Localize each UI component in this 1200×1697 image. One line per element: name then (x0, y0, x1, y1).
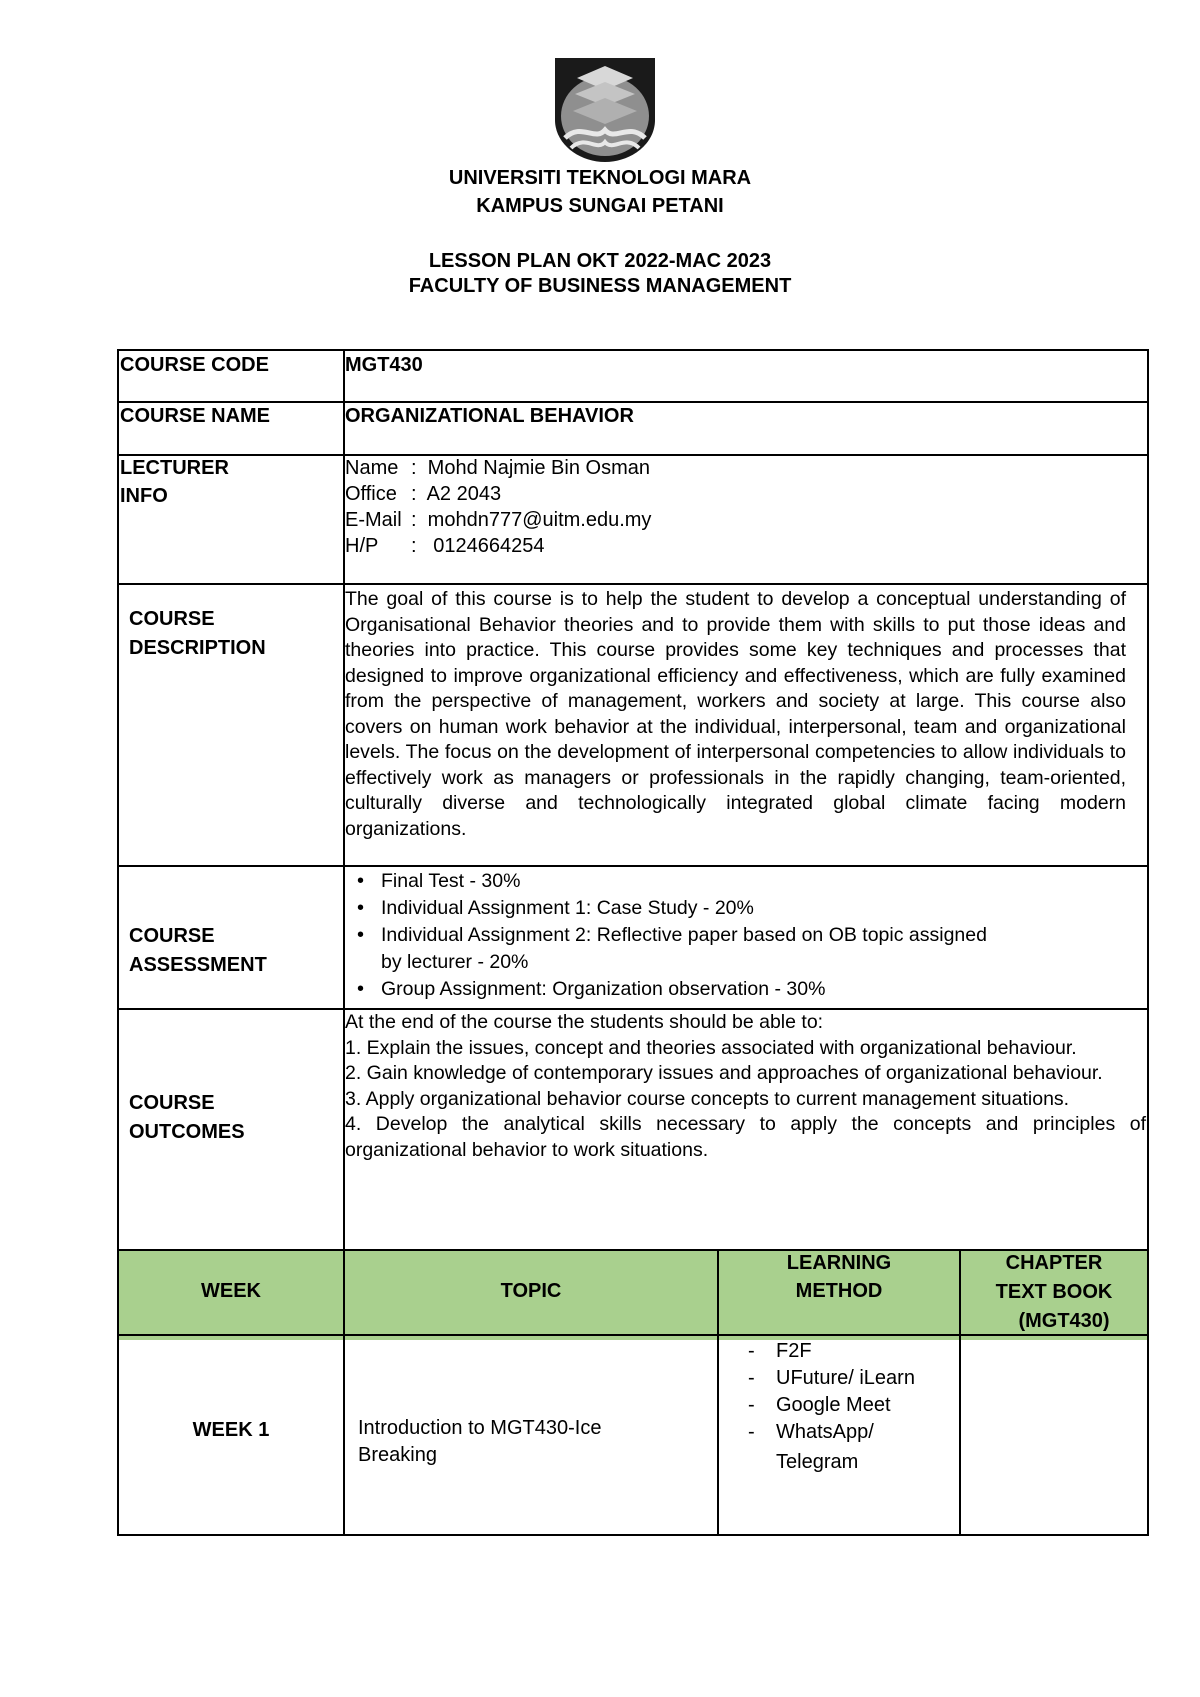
course-description-text: The goal of this course is to help the student to develop a conceptual understanding of Organisational Behavior theories and to provide them with skills to put those ideas and theories into practice. This course provides some key techniques and processes that designed to improve organizational efficiency and effectiveness, which are fully examined from the perspective of management, workers and society at large. This course also covers on human work behavior at the individual, interpersonal, team and organizational levels. The focus on the development of interpersonal competencies to allow individuals to effectively work as managers or professionals in the rapidly changing, team-oriented, culturally diverse and technologically integrated global climate facing modern organizations. (345, 588, 1126, 840)
assessment-item: • Individual Assignment 1: Case Study - 20% (345, 895, 1005, 922)
description-label-line-2: DESCRIPTION (129, 637, 266, 659)
chapter-header-line-3: (MGT430) (1018, 1310, 1110, 1332)
lecturer-name-row: Name : Mohd Najmie Bin Osman (345, 457, 650, 479)
description-label-line-1: COURSE (129, 608, 215, 630)
lecturer-email-key: E-Mail (345, 509, 402, 531)
outcome-item: 1. Explain the issues, concept and theories associated with organizational behaviour. (345, 1036, 1077, 1059)
topic-column-header: TOPIC (500, 1280, 562, 1302)
lecturer-email-value[interactable]: mohdn777@uitm.edu.my (427, 509, 652, 531)
course-code-value: MGT430 (345, 354, 423, 376)
outcome-item: 2. Gain knowledge of contemporary issues and approaches of organizational behaviour. (345, 1062, 1103, 1084)
assessment-label-line-2: ASSESSMENT (129, 954, 267, 976)
outcomes-label-line-1: COURSE (129, 1092, 215, 1114)
week-1-label: WEEK 1 (192, 1419, 270, 1441)
course-name-value: ORGANIZATIONAL BEHAVIOR (345, 405, 634, 427)
week-column-header: WEEK (201, 1280, 261, 1302)
outcome-item: 4. Develop the analytical skills necessary to apply the concepts and principles of organizational behavior to work situations. (345, 1113, 1146, 1161)
learning-method-item-continued: Telegram (776, 1451, 859, 1473)
learning-method-item: - Google Meet (740, 1392, 950, 1419)
learning-method-column-header (718, 1249, 960, 1305)
course-assessment-list (345, 868, 1005, 1003)
lecturer-info-details (345, 455, 651, 559)
faculty-name: FACULTY OF BUSINESS MANAGEMENT (408, 275, 792, 297)
lecturer-office-value: A2 2043 (426, 483, 502, 505)
lecturer-hp-row: H/P : 0124664254 (345, 535, 545, 557)
method-header-line-2: METHOD (795, 1280, 883, 1302)
week-1-topic-line-1: Introduction to MGT430-Ice (358, 1417, 602, 1439)
lecturer-office-row: Office : A2 2043 (345, 483, 502, 505)
lecturer-name-key: Name (345, 457, 399, 479)
course-name-label: COURSE NAME (120, 405, 271, 427)
chapter-column-header (960, 1249, 1148, 1336)
course-description-label (129, 605, 266, 663)
chapter-header-line-1: CHAPTER (1005, 1252, 1103, 1274)
week-1-learning-methods (740, 1338, 950, 1478)
assessment-item: • Individual Assignment 2: Reflective paper based on OB topic assigned by lecturer - 20% (345, 922, 1005, 976)
university-name: UNIVERSITI TEKNOLOGI MARA (448, 167, 752, 189)
lecturer-hp-key: H/P (345, 535, 379, 557)
lesson-plan-title: LESSON PLAN OKT 2022-MAC 2023 (428, 250, 772, 272)
course-outcomes-label (129, 1089, 245, 1147)
lecturer-label-line-1: LECTURER (120, 457, 229, 479)
learning-method-item: - WhatsApp/ (740, 1419, 950, 1446)
course-outcomes-text (345, 1010, 1146, 1163)
week-1-topic-line-2: Breaking (358, 1444, 437, 1466)
method-header-line-1: LEARNING (786, 1252, 892, 1274)
assessment-item: • Group Assignment: Organization observation - 30% (345, 976, 1005, 1003)
lecturer-label-line-2: INFO (120, 485, 168, 507)
learning-method-item: - UFuture/ iLearn (740, 1365, 950, 1392)
lecturer-info-label (120, 454, 229, 510)
assessment-label-line-1: COURSE (129, 925, 215, 947)
assessment-item: • Final Test - 30% (345, 868, 1005, 895)
lecturer-email-row: E-Mail : mohdn777@uitm.edu.my (345, 509, 652, 531)
course-code-label: COURSE CODE (120, 354, 269, 376)
outcome-item: 3. Apply organizational behavior course concepts to current management situations. (345, 1087, 1070, 1110)
chapter-header-line-2: TEXT BOOK (995, 1281, 1113, 1303)
lecturer-name-value: Mohd Najmie Bin Osman (427, 457, 650, 479)
university-logo-icon (551, 56, 659, 164)
course-assessment-label (129, 922, 267, 980)
lecturer-hp-value: 0124664254 (433, 535, 545, 557)
week-1-topic (358, 1415, 601, 1469)
lecturer-office-key: Office (345, 483, 397, 505)
learning-method-item: - F2F (740, 1338, 950, 1365)
outcomes-label-line-2: OUTCOMES (129, 1121, 245, 1143)
outcomes-intro: At the end of the course the students should be able to: (345, 1011, 824, 1033)
campus-name: KAMPUS SUNGAI PETANI (476, 195, 724, 217)
